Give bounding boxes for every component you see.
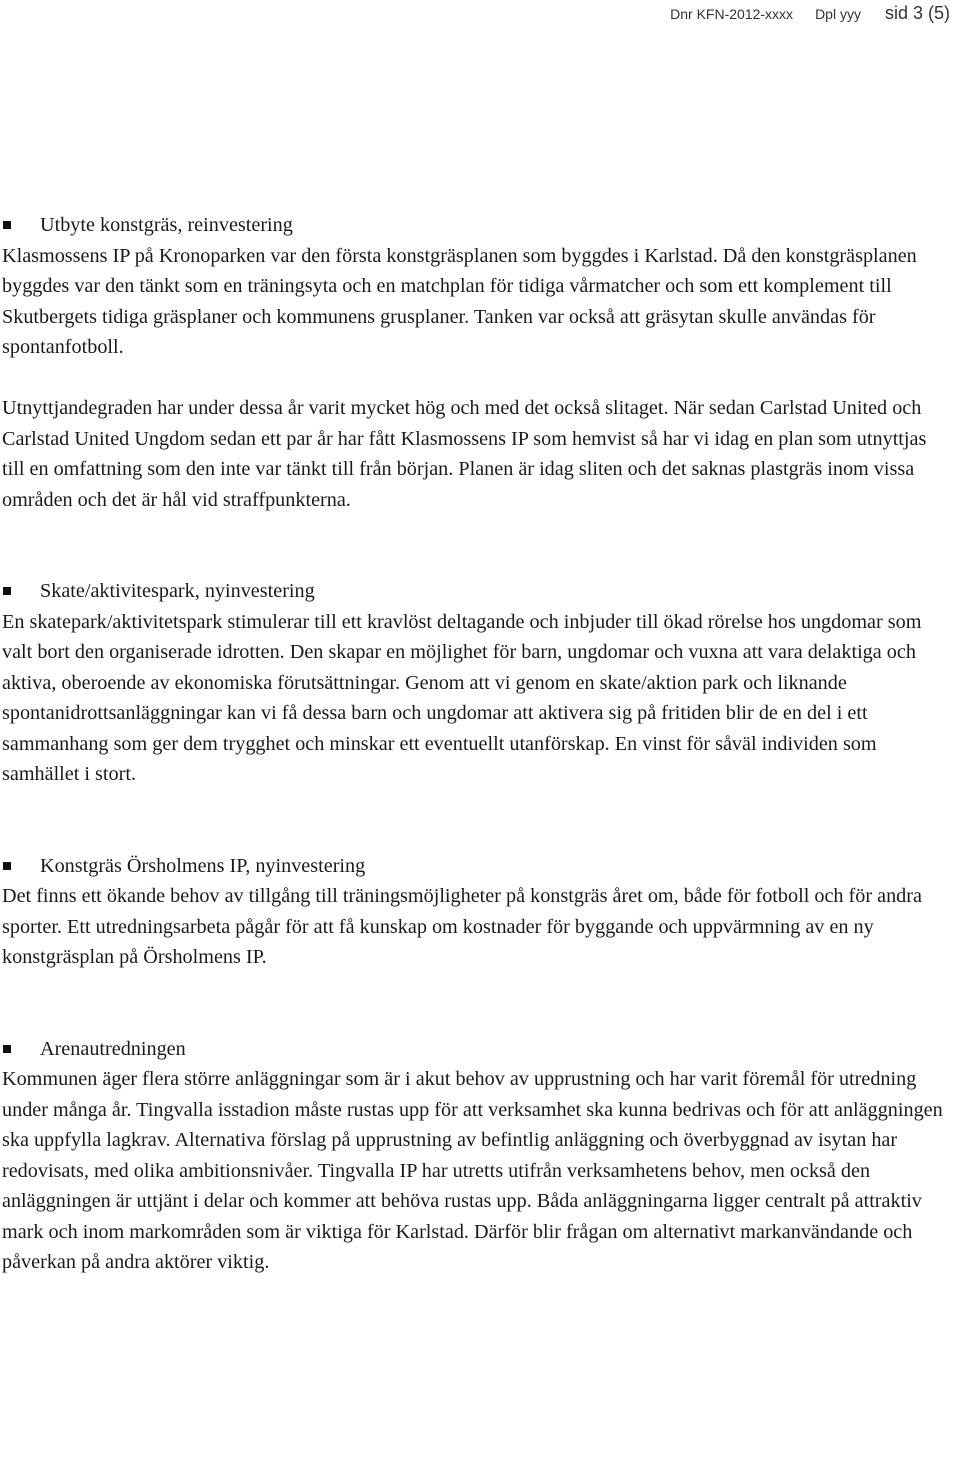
dpl-reference: Dpl yyy [815,6,861,22]
paragraph: Det finns ett ökande behov av tillgång till träningsmöjligheter på konstgräs året om, både för fotboll och för andra sporter. Ett utredningsarbeta pågår för att få kunskap om kostnader för byggande och uppvärmning av en ny konstgräsplan på Örsholmens IP. [2,885,922,968]
section-arenautredningen [2,1034,952,1278]
section-utbyte-konstgras [2,210,952,515]
paragraph: Utnyttjandegraden har under dessa år varit mycket hög och med det också slitaget. När sedan Carlstad United och Carlstad United Ungdom sedan ett par år har fått Klasmossens IP som hemvist så har vi idag en plan som utnyttjas till en omfattning som den inte var tänkt till från början. Planen är idag sliten och det saknas plastgräs inom vissa områden och det är hål vid straffpunkterna. [2,397,927,511]
section-skate-aktivitetspark [2,576,952,790]
paragraph: Klasmossens IP på Kronoparken var den första konstgräsplanen som byggdes i Karlstad. Då den konstgräsplanen byggdes var den tänkt som en träningsyta och en matchplan för tidiga vårmatcher och som ett komplement till Skutbergets tidiga gräsplaner och kommunens grusplaner. Tanken var också att gräsytan skulle användas för spontanfotboll. [2,244,917,358]
page-header [670,3,950,24]
square-bullet-icon [3,221,11,229]
section-heading-text: Skate/aktivitespark, nyinvestering [40,580,315,602]
section-konstgras-orsholmens [2,851,952,973]
square-bullet-icon [3,587,11,595]
section-heading [2,1034,952,1065]
document-reference: Dnr KFN-2012-xxxx [670,6,794,22]
square-bullet-icon [3,862,11,870]
section-heading-text: Konstgräs Örsholmens IP, nyinvestering [40,854,366,877]
square-bullet-icon [3,1045,11,1053]
section-heading-text: Utbyte konstgräs, reinvestering [40,214,293,236]
paragraph: Kommunen äger flera större anläggningar som är i akut behov av upprustning och har varit föremål för utredning under många år. Tingvalla isstadion måste rustas upp för att verksamhet ska kunna bedrivas och för att anläggningen ska uppfylla lagkrav. Alternativa förslag på upprustning av befintlig anläggning och överbyggnad av isytan har redovisats, med olika ambitionsnivåer. Tingvalla IP har utretts utifrån verksamhetens behov, men också den anläggningen är uttjänt i delar och kommer att behöva rustas upp. Båda anläggningarna ligger centralt på attraktiv mark och inom markområden som är viktiga för Karlstad. Därför blir frågan om alternativt markanvändande och påverkan på andra aktörer viktig. [2,1068,943,1273]
document-body [2,210,952,1278]
page-number: sid 3 (5) [884,3,950,23]
paragraph: En skatepark/aktivitetspark stimulerar till ett kravlöst deltagande och inbjuder till ökad rörelse hos ungdomar som valt bort den organiserade idrotten. Den skapar en möjlighet för barn, ungdomar och vuxna att vara delaktiga och aktiva, oberoende av ekonomiska förutsättningar. Genom att vi genom en skate/aktion park och liknande spontanidrottsanläggningar kan vi få dessa barn och ungdomar att aktivera sig på fritiden blir de en del i ett sammanhang som ger dem trygghet och minskar ett eventuellt utanförskap. En vinst för såväl individen som samhället i stort. [2,610,922,785]
section-heading-text: Arenautredningen [40,1037,186,1060]
section-heading [2,851,952,882]
section-heading [2,576,952,607]
section-heading [2,210,952,241]
